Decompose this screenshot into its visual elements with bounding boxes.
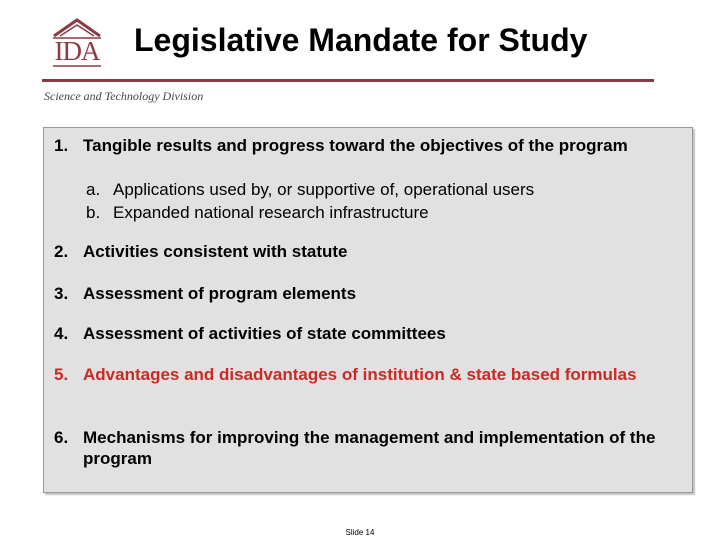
list-item-4: [54, 323, 674, 344]
list-item-6: [54, 427, 674, 469]
item-text: Tangible results and progress toward the objectives of the program: [83, 136, 628, 155]
item-number: 3.: [54, 284, 69, 303]
item-number: 4.: [54, 324, 69, 343]
item-number: 6.: [54, 428, 69, 447]
sub-item-text: Applications used by, or supportive of, operational users: [113, 180, 535, 199]
list-item-2: [54, 241, 674, 262]
list-item-5: [54, 364, 674, 385]
slide-number: Slide 14: [345, 528, 375, 537]
item-text: Assessment of program elements: [83, 284, 357, 303]
list-item-3: [54, 283, 674, 304]
item-number: 5.: [54, 365, 69, 384]
item-text: Assessment of activities of state committees: [83, 324, 446, 343]
content-box: [43, 127, 693, 493]
sub-item-letter: a.: [86, 180, 101, 199]
item-number: 1.: [54, 136, 69, 155]
sub-item-a: [86, 178, 666, 201]
item-text: Advantages and disadvantages of institution & state based formulas: [83, 365, 637, 384]
title-divider: [42, 79, 654, 82]
item-text: Mechanisms for improving the management and implementation of the program: [83, 428, 656, 468]
item-number: 2.: [54, 242, 69, 261]
list-item-1: [54, 135, 674, 156]
page-title: Legislative Mandate for Study: [134, 22, 588, 58]
sub-item-letter: b.: [86, 203, 101, 222]
item-text: Activities consistent with statute: [83, 242, 348, 261]
logo-text: IDA: [54, 36, 100, 66]
division-label: Science and Technology Division: [44, 89, 204, 103]
sub-item-text: Expanded national research infrastructure: [113, 203, 429, 222]
sub-item-b: [86, 201, 666, 224]
